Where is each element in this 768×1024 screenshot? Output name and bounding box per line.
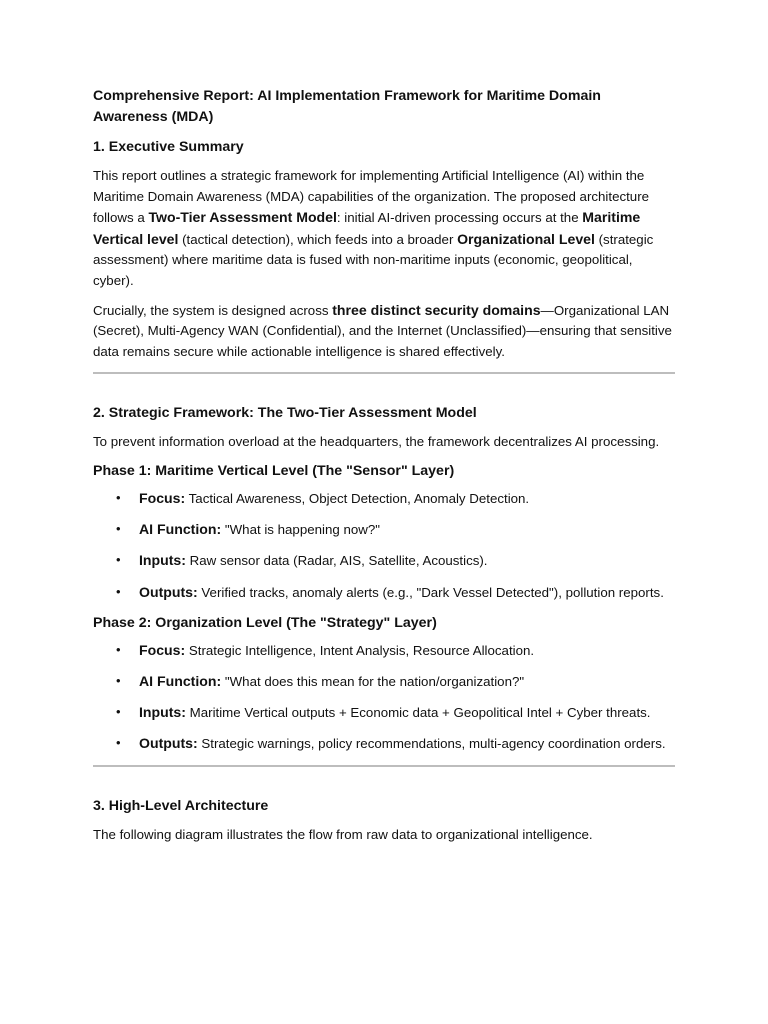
list-item-text: Strategic Intelligence, Intent Analysis, Resource Allocation. (185, 642, 535, 658)
list-item-text: "What is happening now?" (221, 522, 380, 538)
bullet-icon: • (116, 521, 121, 537)
section-heading-executive-summary: 1. Executive Summary (93, 139, 244, 155)
section-divider (93, 372, 675, 374)
text-run: : initial AI-driven processing occurs at the (336, 210, 583, 226)
strategic-framework-intro: To prevent information overload at the headquarters, the framework decentralizes AI processing. (93, 434, 660, 450)
list-item-label: AI Function: (139, 672, 222, 689)
list-item (93, 702, 675, 724)
list-item-label: Outputs: (139, 735, 198, 752)
text-run: Crucially, the system is designed across (93, 302, 333, 318)
text-run: (tactical detection), which feeds into a broader (178, 231, 458, 247)
list-item-text: Strategic warnings, policy recommendations, multi-agency coordination orders. (197, 736, 666, 752)
section-heading-architecture: 3. High-Level Architecture (93, 797, 269, 814)
document-body (93, 86, 675, 845)
list-item (93, 640, 675, 662)
list-item-text: Maritime Vertical outputs + Economic data + Geopolitical Intel + Cyber threats. (185, 705, 651, 721)
text-run: —Organizational LAN (Secret), Multi-Agency WAN (Confidential), and the Internet (Unclassified)—ensuring that sensitive data remains secure while actionable intelligence is shared effectively. (93, 302, 672, 359)
list-item (93, 733, 675, 755)
list-item-text: Raw sensor data (Radar, AIS, Satellite, Acoustics). (185, 553, 488, 569)
text-run: (strategic assessment) where maritime data is fused with non-maritime inputs (economic, geopolitical, cyber). (93, 231, 654, 288)
phase-2-list (93, 640, 675, 755)
list-item-label: Inputs: (139, 704, 186, 721)
list-item-text: Tactical Awareness, Object Detection, Anomaly Detection. (185, 490, 530, 506)
bold-term-organizational-level: Organizational Level (457, 230, 595, 247)
bullet-icon: • (116, 735, 121, 751)
document-title: Comprehensive Report: AI Implementation Framework for Maritime Domain Awareness (MDA) (93, 88, 601, 125)
list-item (93, 519, 675, 541)
list-item-text: Verified tracks, anomaly alerts (e.g., "Dark Vessel Detected"), pollution reports. (197, 584, 664, 600)
list-item-label: AI Function: (139, 521, 222, 538)
list-item-label: Focus: (139, 641, 186, 658)
list-item-label: Outputs: (139, 583, 198, 600)
list-item-label: Focus: (139, 489, 186, 506)
bullet-icon: • (116, 489, 121, 505)
bold-term-security-domains: three distinct security domains (332, 301, 541, 318)
phase-2-heading: Phase 2: Organization Level (The "Strategy" Layer) (93, 614, 437, 631)
bullet-icon: • (116, 704, 121, 720)
text-run: This report outlines a strategic framework for implementing Artificial Intelligence (AI) within the Maritime Domain Awareness (MDA) capabilities of the organization. The proposed architecture follows a (93, 168, 650, 226)
list-item (93, 488, 675, 510)
list-item (93, 582, 675, 604)
architecture-intro: The following diagram illustrates the flow from raw data to organizational intelligence. (93, 826, 593, 842)
bullet-icon: • (116, 672, 121, 688)
list-item (93, 671, 675, 693)
phase-1-list (93, 488, 675, 603)
phase-1-heading: Phase 1: Maritime Vertical Level (The "Sensor" Layer) (93, 462, 455, 479)
bold-term-maritime-vertical-level: Maritime Vertical level (93, 209, 641, 247)
bullet-icon: • (116, 641, 121, 657)
list-item (93, 550, 675, 572)
bullet-icon: • (116, 552, 121, 568)
bullet-icon: • (116, 583, 121, 599)
list-item-label: Inputs: (139, 552, 186, 569)
executive-summary-paragraph-1 (93, 166, 675, 292)
section-heading-strategic-framework: 2. Strategic Framework: The Two-Tier Assessment Model (93, 405, 477, 422)
section-divider (93, 765, 675, 767)
bold-term-two-tier-model: Two-Tier Assessment Model (148, 209, 337, 226)
list-item-text: "What does this mean for the nation/organization?" (221, 673, 525, 689)
executive-summary-paragraph-2 (93, 300, 675, 363)
